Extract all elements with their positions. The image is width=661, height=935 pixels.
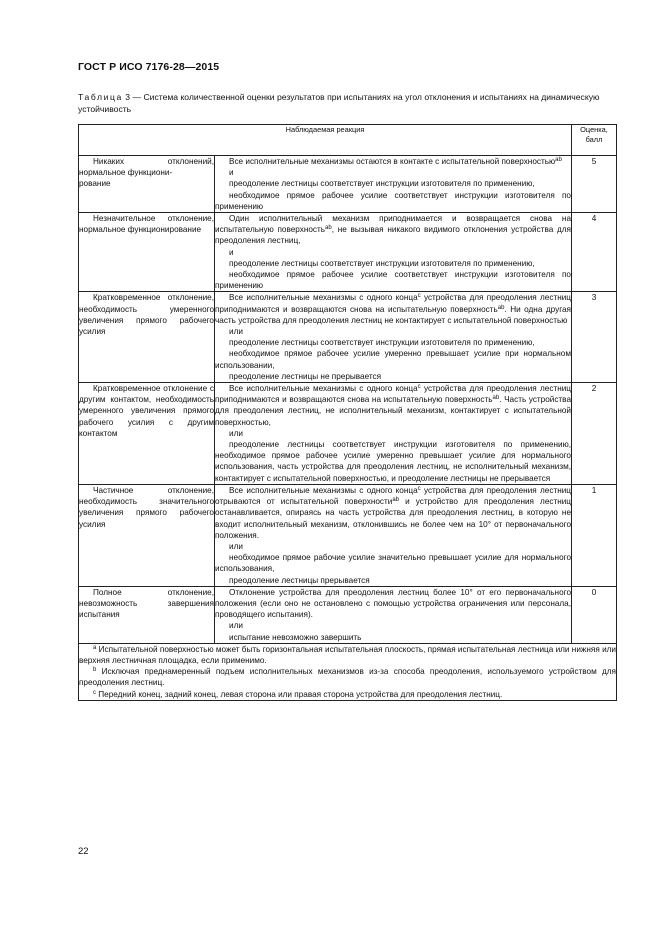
- description-cell: [215, 213, 572, 292]
- description-paragraph: Все исполнительные механизмы с одного конца$^c$ устройства для преодоления лестниц приподнимаются и возвращаются снова на испытательную поверхность$^{ab}$. Часть устройства для преодоления лестниц, не исполнительный механизм, контактирует с испытательной поверхностью,: [215, 384, 571, 427]
- description-paragraph: испытание невозможно завершить: [229, 632, 362, 642]
- table-row: [79, 586, 617, 643]
- footnote-marker: c: [417, 384, 421, 391]
- footnote: $^b$ Исключая преднамеренный подъем исполнительных механизмов из-за способа преодоления, используемого устройством для преодоления лестниц.: [79, 667, 616, 688]
- table-row: [79, 383, 617, 485]
- footnote-marker: c: [417, 485, 421, 492]
- reaction-text: Кратковременное отклонение с другим контактом, необходимость умеренного увеличения прямого рабочего усилия с другим контактом: [79, 384, 214, 438]
- description-cell: [215, 484, 572, 586]
- reaction-cell: [79, 292, 215, 383]
- conjunction-text: или: [229, 327, 243, 337]
- description-paragraph: Все исполнительные механизмы с одного конца$^c$ устройства для преодоления лестниц отрываются от испытательной поверхности$^{ab}$ и устройство для преодоления лестниц останавливается, опираясь на часть устройства для преодоления лестниц, в которую не входит исполнительный механизм, отклонившись не более чем на 10° от первоначального положения.: [215, 485, 571, 540]
- description-paragraph: преодоление лестницы прерывается: [229, 575, 370, 585]
- description-cell: [215, 586, 572, 643]
- conjunction-text: и: [229, 247, 234, 257]
- document-header: ГОСТ Р ИСО 7176-28—2015: [78, 61, 220, 73]
- description-paragraph: Все исполнительные механизмы остаются в контакте с испытательной поверхностью$^{ab}$: [229, 157, 562, 166]
- reaction-cell: [79, 383, 215, 485]
- description-paragraph: преодоление лестницы соответствует инструкции изготовителя по применению,: [229, 179, 535, 189]
- description-paragraph: необходимое прямое рабочее усилие соответствует инструкции изготовителя по применению: [215, 190, 571, 211]
- footnote: $^a$ Испытательной поверхностью может быть горизонтальная испытательная плоскость, прямая испытательная лестница или нижняя или верхняя лестничная площадка, если применимо.: [79, 644, 616, 665]
- conjunction-text: или: [229, 428, 243, 438]
- footnote-marker: ab: [497, 304, 505, 311]
- description-paragraph: преодоление лестницы соответствует инструкции изготовителя по применению,: [229, 338, 535, 348]
- reaction-cell: [79, 156, 215, 213]
- table-caption-label: Таблица: [78, 92, 123, 102]
- description-cell: [215, 383, 572, 485]
- conjunction-text: или: [229, 621, 243, 631]
- reaction-text: Полное отклонение, невозможность завершения испытания: [79, 587, 214, 620]
- reaction-text: рование: [79, 179, 111, 189]
- table-row: [79, 156, 617, 213]
- reaction-text: Незначительное отклонение, нормальное функционирование: [79, 214, 214, 235]
- description-paragraph: Отклонение устройства для преодоления лестниц более 10° от его первоначального положения (если оно не остановлено с помощью устройства ограничения или персонала, проводящего испытания).: [215, 587, 571, 620]
- reaction-cell: [79, 484, 215, 586]
- table-row: [79, 484, 617, 586]
- footnote-marker: ab: [492, 395, 500, 402]
- conjunction-text: или: [229, 541, 243, 551]
- score-cell: 1: [572, 484, 617, 586]
- footnote-marker: ab: [325, 225, 332, 232]
- score-cell: 2: [572, 383, 617, 485]
- description-paragraph: преодоление лестницы не прерывается: [229, 371, 382, 381]
- conjunction-text: и: [229, 168, 234, 178]
- table-body: [79, 156, 617, 644]
- table-row: [79, 292, 617, 383]
- column-header-score: Оценка, балл: [572, 125, 617, 156]
- description-paragraph: преодоление лестницы соответствует инструкции изготовителя по применению,: [229, 258, 535, 268]
- score-cell: 0: [572, 586, 617, 643]
- description-paragraph: Все исполнительные механизмы с одного конца$^c$ устройства для преодоления лестниц приподнимаются и возвращаются снова на испытательную поверхность$^{ab}$. Ни одна другая часть устройства для преодоления лестниц не контактирует с испытательной поверхностью: [215, 293, 571, 325]
- footnote-marker: c: [417, 293, 421, 300]
- reaction-text: Никаких отклонений, нормальное функциони-: [79, 157, 214, 178]
- description-paragraph: Один исполнительный механизм приподнимается и возвращается снова на испытательную поверхность$^{ab}$, не вызывая никакого видимого отклонения устройства для преодоления лестниц,: [215, 214, 571, 246]
- description-paragraph: необходимое прямое рабочее усилие умеренно превышает усилие при нормальном использовании,: [215, 349, 571, 370]
- footnote-marker: ab: [392, 497, 400, 504]
- reaction-cell: [79, 586, 215, 643]
- table-row: [79, 213, 617, 292]
- score-cell: 5: [572, 156, 617, 213]
- footnote-marker: c: [93, 689, 96, 696]
- footnote-marker: a: [93, 644, 97, 651]
- score-cell: 3: [572, 292, 617, 383]
- score-cell: 4: [572, 213, 617, 292]
- reaction-text: Частичное отклонение, необходимость значительного увеличения прямого рабочего усилия: [79, 485, 214, 529]
- footnote: $^c$ Передний конец, задний конец, левая сторона или правая сторона устройства для преодоления лестниц.: [93, 689, 503, 699]
- table-notes-row: [79, 643, 617, 700]
- description-paragraph: необходимое прямое рабочее усилие соответствует инструкции изготовителя по применению: [215, 270, 571, 291]
- reaction-text: Кратковременное отклонение, необходимость умеренного увеличения прямого рабочего усилия: [79, 293, 214, 337]
- reaction-cell: [79, 213, 215, 292]
- footnote-marker: ab: [555, 157, 562, 163]
- page-number: 22: [78, 846, 89, 857]
- description-cell: [215, 292, 572, 383]
- table-caption: [78, 92, 618, 115]
- footnote-marker: b: [93, 667, 97, 674]
- description-cell: [215, 156, 572, 213]
- column-header-reaction: Наблюдаемая реакция: [79, 125, 572, 156]
- description-paragraph: необходимое прямое рабочие усилие значительно превышает усилие для нормального использования,: [215, 553, 571, 574]
- table-notes: [79, 643, 617, 700]
- table-caption-text: 3 — Система количественной оценки результатов при испытаниях на угол отклонения и испытаниях на динамическую устойчивость: [78, 92, 600, 114]
- scoring-table: [78, 124, 617, 701]
- table-header-row: [79, 125, 617, 156]
- description-paragraph: преодоление лестницы соответствует инструкции изготовителя по применению, необходимое прямое рабочее усилие умеренно превышает усилие для нормального использования, часть устройства для преодоления лестниц, не исполнительный механизм, контактирует с испытательной поверхностью, и преодоление лестницы не прерывается: [215, 440, 571, 483]
